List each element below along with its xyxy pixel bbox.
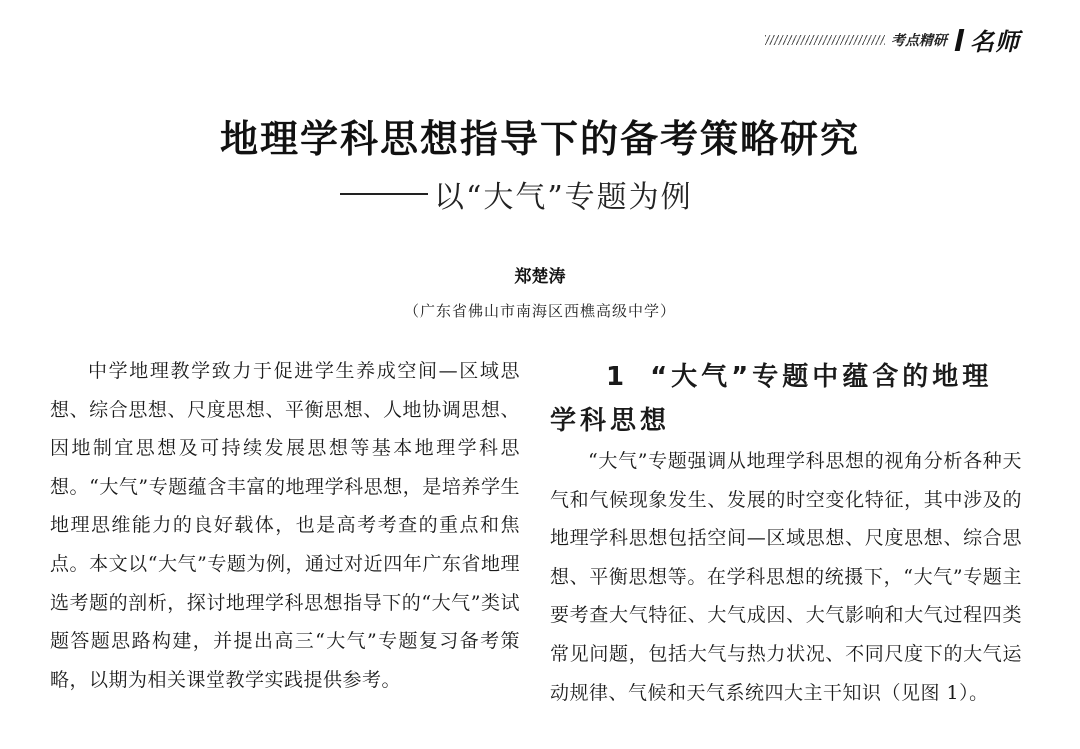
subtitle-text: 以“大气”专题为例 — [434, 180, 693, 215]
section-number: 1 — [606, 362, 629, 392]
article-title: 地理学科思想指导下的备考策略研究 — [219, 117, 860, 161]
page-header — [765, 22, 1020, 57]
header-bar-decoration — [955, 29, 965, 51]
author-name: 郑楚涛 — [514, 267, 566, 287]
column-name: 考点精研 — [891, 32, 947, 49]
section-heading — [550, 355, 1020, 443]
subtitle-dash — [340, 193, 428, 195]
intro-paragraph: 中学地理教学致力于促进学生养成空间—区域思想、综合思想、尺度思想、平衡思想、人地协调思想、因地制宜思想及可持续发展思想等基本地理学科思想。“大气”专题蕴含丰富的地理学科思想，是培养学生地理思维能力的良好载体，也是高考考查的重点和焦点。本文以“大气”专题为例，通过对近四年广东省地理选考题的剖析，探讨地理学科思想指导下的“大气”类试题答题思路构建，并提出高三“大气”专题复习备考策略，以期为相关课堂教学实践提供参考。 — [50, 360, 520, 691]
author-affiliation: （广东省佛山市南海区西樵高级中学） — [403, 302, 676, 320]
column-brand: 名师 — [970, 28, 1020, 56]
header-hatch-decoration — [765, 35, 885, 45]
section-title: “大气”专题中蕴含的地理学科思想 — [550, 362, 993, 436]
section-paragraph: “大气”专题强调从地理学科思想的视角分析各种天气和气候现象发生、发展的时空变化特征，其中涉及的地理学科思想包括空间—区域思想、尺度思想、综合思想、平衡思想等。在学科思想的统摄下，“大气”专题主要考查大气特征、大气成因、大气影响和大气过程四类常见问题，包括大气与热力状况、不同尺度下的大气运动规律、气候和天气系统四大主干知识（见图 1）。 — [550, 450, 1022, 704]
article-subtitle — [340, 172, 693, 216]
